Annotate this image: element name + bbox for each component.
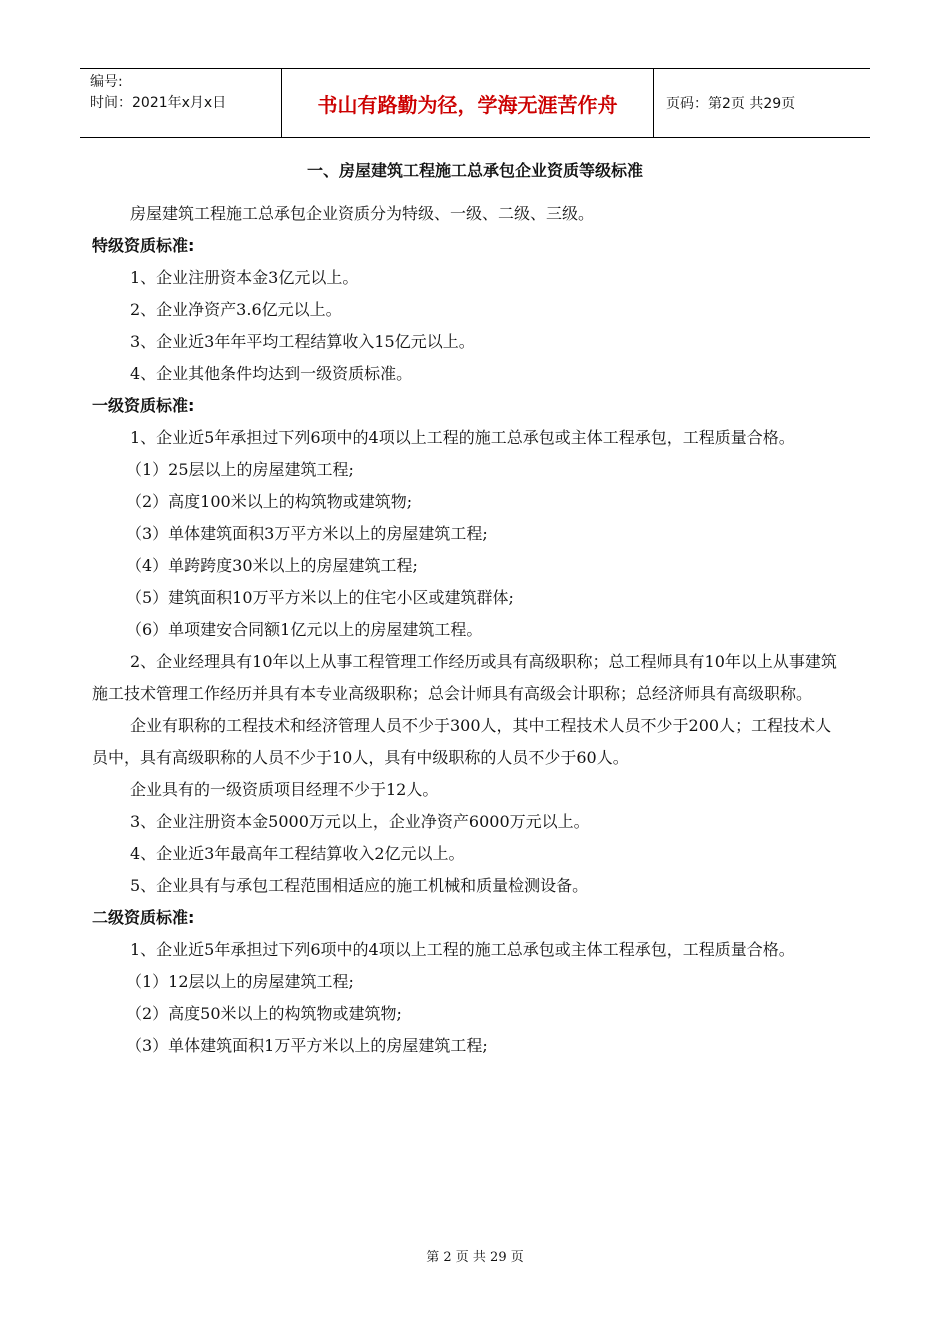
grade2-heading: 二级资质标准:: [92, 908, 195, 927]
document-number-label: 编号:: [90, 74, 123, 90]
grade1-staff-paragraph: 企业有职称的工程技术和经济管理人员不少于300人，其中工程技术人员不少于200人；工程技术人员中，具有高级职称的人员不少于10人，具有中级职称的人员不少于60人。: [92, 716, 832, 767]
grade2-item-1: 1、企业近5年承担过下列6项中的4项以上工程的施工总承包或主体工程承包，工程质量合格。: [130, 940, 795, 959]
header-info-cell: [80, 69, 282, 137]
special-grade-heading: 特级资质标准:: [92, 236, 195, 255]
list-item: （3）单体建筑面积3万平方米以上的房屋建筑工程;: [126, 524, 488, 543]
grade1-item-1: 1、企业近5年承担过下列6项中的4项以上工程的施工总承包或主体工程承包，工程质量合格。: [130, 428, 795, 447]
document-title: 一、房屋建筑工程施工总承包企业资质等级标准: [306, 161, 643, 180]
list-item: 2、企业净资产3.6亿元以上。: [130, 300, 342, 319]
header-page-number: 页码：第2页 共29页: [666, 96, 796, 112]
list-item: （4）单跨跨度30米以上的房屋建筑工程;: [126, 556, 418, 575]
list-item: （3）单体建筑面积1万平方米以上的房屋建筑工程;: [126, 1036, 488, 1055]
document-time-label: 时间：2021年x月x日: [90, 95, 227, 111]
document-body: [92, 198, 842, 1062]
list-item: （2）高度50米以上的构筑物或建筑物;: [126, 1004, 402, 1023]
list-item: 4、企业其他条件均达到一级资质标准。: [130, 364, 413, 383]
grade1-pm-paragraph: 企业具有的一级资质项目经理不少于12人。: [130, 780, 439, 799]
list-item: （2）高度100米以上的构筑物或建筑物;: [126, 492, 413, 511]
page-footer: 第 2 页 共 29 页: [426, 1250, 524, 1265]
list-item: 3、企业近3年年平均工程结算收入15亿元以上。: [130, 332, 475, 351]
grade1-item-5: 5、企业具有与承包工程范围相适应的施工机械和质量检测设备。: [130, 876, 589, 895]
list-item: （1）12层以上的房屋建筑工程;: [126, 972, 354, 991]
intro-paragraph: 房屋建筑工程施工总承包企业资质分为特级、一级、二级、三级。: [130, 204, 595, 223]
grade1-heading: 一级资质标准:: [92, 396, 195, 415]
grade1-item-4: 4、企业近3年最高年工程结算收入2亿元以上。: [130, 844, 465, 863]
page-header: [80, 68, 870, 138]
header-motto: 书山有路勤为径，学海无涯苦作舟: [282, 69, 654, 137]
grade1-item-2: 2、企业经理具有10年以上从事工程管理工作经历或具有高级职称；总工程师具有10年以上从事建筑施工技术管理工作经历并具有本专业高级职称；总会计师具有高级会计职称；总经济师具有高级职称。: [92, 652, 837, 703]
list-item: （6）单项建安合同额1亿元以上的房屋建筑工程。: [126, 620, 483, 639]
grade1-item-3: 3、企业注册资本金5000万元以上，企业净资产6000万元以上。: [130, 812, 590, 831]
list-item: 1、企业注册资本金3亿元以上。: [130, 268, 359, 287]
list-item: （5）建筑面积10万平方米以上的住宅小区或建筑群体;: [126, 588, 514, 607]
list-item: （1）25层以上的房屋建筑工程;: [126, 460, 354, 479]
